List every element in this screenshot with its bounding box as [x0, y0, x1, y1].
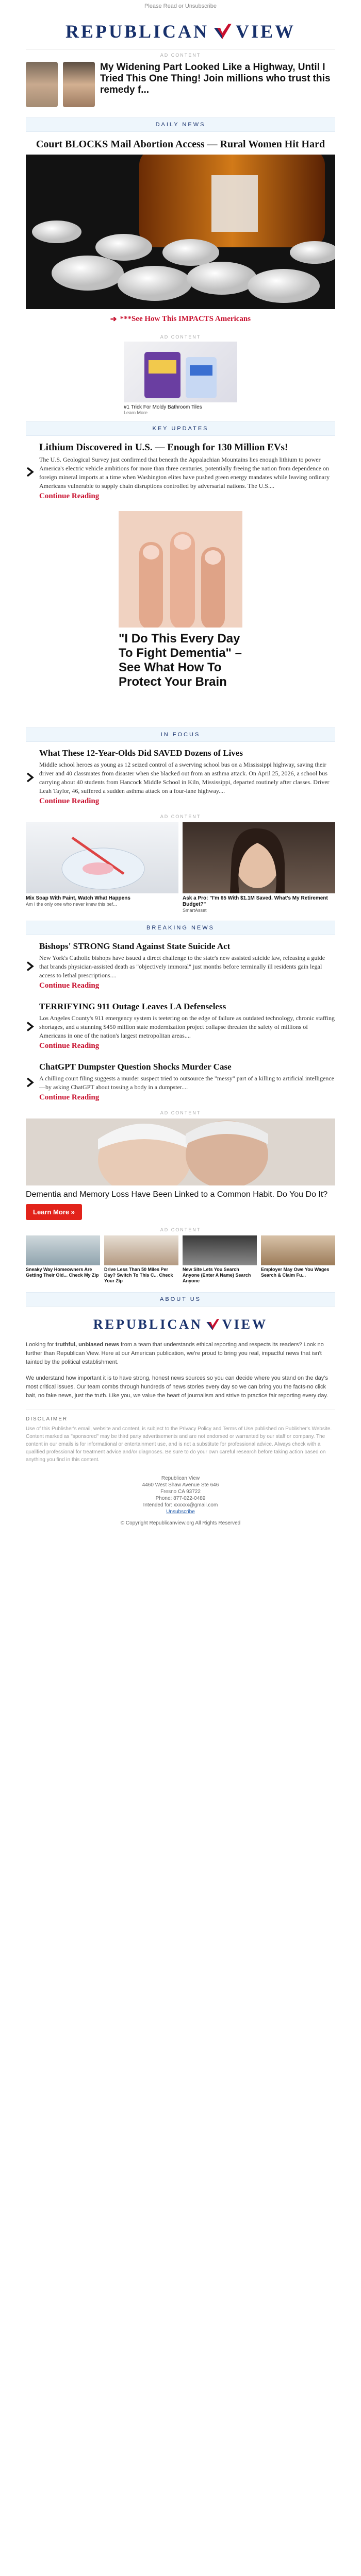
unsubscribe-link-footer[interactable]: Unsubscribe	[166, 1509, 195, 1515]
ad-product-image	[124, 342, 237, 402]
story-title[interactable]: What These 12-Year-Olds Did SAVED Dozens of Lives	[39, 748, 243, 758]
ad-soap-image	[26, 822, 178, 893]
brand-word-1: REPUBLICAN	[93, 1317, 203, 1332]
disclaimer-heading: DISCLAIMER	[26, 1416, 68, 1422]
ad-moldy-tiles[interactable]	[124, 342, 237, 419]
ad-house-image	[26, 1235, 100, 1265]
ad-pair	[26, 821, 335, 919]
footer-city: Fresno CA 93722	[160, 1489, 201, 1495]
ad-retirement[interactable]	[183, 822, 335, 913]
ad-memory-loss[interactable]	[26, 1117, 335, 1224]
ad-dementia-fingers[interactable]	[119, 511, 242, 689]
lead-cta-text: ***See How This IMPACTS Americans	[120, 315, 251, 323]
ad-title: Employer May Owe You Wages Search & Claim Fu...	[261, 1267, 330, 1278]
ad-homeowners[interactable]	[26, 1235, 100, 1284]
story-title[interactable]: Lithium Discovered in U.S. — Enough for 130 Million EVs!	[39, 442, 288, 453]
email-body	[26, 0, 335, 1529]
ad-title: Drive Less Than 50 Miles Per Day? Switch To This C... Check Your Zip	[104, 1267, 173, 1283]
chevron-right-icon	[26, 1002, 34, 1050]
lead-image-pills[interactable]	[26, 155, 335, 309]
story-lithium	[26, 436, 335, 506]
story-body: New York's Catholic bishops have issued a direct challenge to the state's new assisted suicide law, releasing a guide that brands physician-assisted death as "objectively immoral" just months before terminally ill residents gain legal access to lethal prescriptions....	[39, 954, 325, 979]
story-body: The U.S. Geological Survey just confirmed that beneath the Appalachian Mountains lies enough lithium to power America's electric vehicle ambitions for more than three centuries, potentially freeing the nation from dependence on foreign mineral imports at a time when Washington elites have pushed green energy mandates while leaving ordinary Americans vulnerable to supply chain disruptions controlled by adversarial nations. The U.S....	[39, 456, 330, 489]
ad-headline: My Widening Part Looked Like a Highway, Until I Tried This One Thing! Join millions who trust this remedy f...	[100, 62, 331, 95]
spacer	[26, 697, 335, 725]
continue-reading-link[interactable]: Continue Reading	[39, 981, 100, 990]
ad-learn-more[interactable]: Learn More	[124, 410, 148, 415]
story-bus-heroes	[26, 742, 335, 811]
about-paragraph-2: We understand how important it is to have strong, honest news sources so you can decide where you stand on the day's most critical issues. Our team combs through hundreds of news stories every day so we can bring you the facts-no click bait, no fake news, just the truth. Like you, we value the heart of journalism and strive to practice fair reporting every day.	[26, 1375, 329, 1399]
ad-fingers-image	[119, 511, 242, 628]
checkmark-logo-icon	[206, 1318, 219, 1331]
story-title[interactable]: ChatGPT Dumpster Question Shocks Murder Case	[39, 1062, 232, 1072]
ad-row-four	[26, 1234, 335, 1290]
story-body: Los Angeles County's 911 emergency system is teetering on the edge of failure as outdated technology, chronic staffing shortages, and a stunning $450 million state modernization project collapse threaten the safety of millions of Americans in one of the nation's largest metropolitan areas....	[39, 1014, 335, 1039]
chevron-right-icon	[26, 1062, 34, 1102]
story-chatgpt	[26, 1056, 335, 1107]
arrow-right-icon: ➔	[110, 315, 117, 324]
ad-employer-wages[interactable]	[261, 1235, 335, 1284]
chevron-right-icon	[26, 442, 34, 501]
unsubscribe-link-top[interactable]: Unsubscribe	[185, 3, 217, 9]
ad-photo-before	[26, 62, 58, 107]
chevron-right-icon	[26, 941, 34, 990]
ad-subtitle: Am I the only one who never knew this bef...	[26, 902, 117, 907]
footer-street: 4460 West Shaw Avenue Ste 646	[142, 1482, 219, 1488]
footer-phone: Phone: 877-022-0489	[155, 1496, 206, 1501]
section-header-key-updates: KEY UPDATES	[26, 421, 335, 436]
ad-driver-image	[104, 1235, 178, 1265]
about-paragraph-1: Looking for truthful, unbiased news from a team that understands ethical reporting and respects its readers? Look no further than Republican View. Here at our American publication, we're proud to bring you real, impactful news that isn't tainted by the political establishment.	[26, 1342, 324, 1365]
ad-soap-paint[interactable]	[26, 822, 178, 913]
lead-headline[interactable]: Court BLOCKS Mail Abortion Access — Rural Women Hit Hard	[36, 139, 325, 150]
ad-title: Mix Soap With Paint, Watch What Happens	[26, 895, 130, 901]
ad-woman-portrait	[183, 822, 335, 893]
preheader-text: Please Read or	[144, 3, 184, 9]
brand-word-2: VIEW	[222, 1317, 268, 1332]
disclaimer-text: Use of this Publisher's email, website and content, is subject to the Privacy Policy and Terms of Use published on Publisher's Website. Content marked as "sponsored" may be third party advertisements and are not endorsed or warranted by our staff or company. The content in our emails is for informational or entertainment use, and is not a substitute for professional advice. Always check with a qualified professional for treatment advice and/or diagnoses. Be sure to do your own careful research before taking action based on anything you find in this content.	[26, 1426, 332, 1463]
story-911-outage	[26, 995, 335, 1056]
story-body: Middle school heroes as young as 12 seized control of a swerving school bus on a Mississippi highway, saving their driver and 40 classmates from disaster when she blacked out from an asthma attack. On April 25, 2026, a school bus carrying about 40 students from Hancock Middle School in Kiln, Mississippi, departed routinely after classes. Driver Leah Taylor, 46, suffered a sudden asthma attack on a four-lane highway....	[39, 761, 330, 794]
continue-reading-link[interactable]: Continue Reading	[39, 492, 100, 500]
story-body: A chilling court filing suggests a murder suspect tried to outsource the "messy" part of a killing to artificial intelligence—by asking ChatGPT about tossing a body in a dumpster....	[39, 1075, 334, 1091]
ad-title: Sneaky Way Homeowners Are Getting Their Old... Check My Zip	[26, 1267, 99, 1278]
ad-label: AD CONTENT	[160, 334, 201, 340]
footer-company: Republican View	[161, 1476, 200, 1481]
brand-logo[interactable]	[26, 13, 335, 49]
section-header-breaking-news: BREAKING NEWS	[26, 921, 335, 935]
ad-hair-remedy[interactable]	[26, 60, 335, 115]
learn-more-button[interactable]: Learn More »	[26, 1204, 82, 1220]
ad-title: New Site Lets You Search Anyone (Enter A Name) Search Anyone	[183, 1267, 251, 1283]
about-section	[26, 1307, 335, 1410]
ad-subtitle: SmartAsset	[183, 908, 207, 913]
ad-title: Ask a Pro: "I'm 65 With $1.1M Saved. What's My Retirement Budget?"	[183, 895, 328, 907]
footer-address	[26, 1468, 335, 1520]
ad-headline: "I Do This Every Day To Fight Dementia" – See What How To Protect Your Brain	[119, 632, 242, 689]
ad-search-anyone[interactable]	[183, 1235, 257, 1284]
section-header-about-us: ABOUT US	[26, 1292, 335, 1307]
ad-search-image	[183, 1235, 257, 1265]
ad-label: AD CONTENT	[160, 1110, 201, 1115]
brand-word-2: VIEW	[236, 21, 296, 42]
preheader	[26, 0, 335, 13]
chevron-right-icon	[26, 748, 34, 806]
story-title[interactable]: TERRIFYING 911 Outage Leaves LA Defenseless	[39, 1002, 226, 1011]
ad-title: #1 Trick For Moldy Bathroom Tiles	[124, 404, 202, 410]
continue-reading-link[interactable]: Continue Reading	[39, 1042, 100, 1050]
disclaimer	[26, 1410, 335, 1468]
section-header-in-focus: IN FOCUS	[26, 727, 335, 742]
ad-couple-image	[26, 1118, 335, 1185]
footer-recipient: Intended for: xxxxxx@gmail.com	[143, 1502, 218, 1508]
ad-label: AD CONTENT	[160, 53, 201, 58]
lead-cta-link[interactable]	[26, 309, 335, 331]
story-title[interactable]: Bishops' STRONG Stand Against State Suicide Act	[39, 941, 231, 951]
brand-logo-footer[interactable]	[26, 1314, 335, 1335]
pills-image	[26, 155, 335, 309]
continue-reading-link[interactable]: Continue Reading	[39, 797, 100, 805]
copyright: © Copyright Republicanview.org All Rights Reserved	[120, 1520, 241, 1526]
ad-photo-after	[63, 62, 95, 107]
ad-headline: Dementia and Memory Loss Have Been Linked to a Common Habit. Do You Do It?	[26, 1190, 328, 1199]
brand-word-1: REPUBLICAN	[65, 21, 209, 42]
section-header-daily-news: DAILY NEWS	[26, 117, 335, 132]
checkmark-logo-icon	[213, 23, 232, 40]
story-bishops	[26, 935, 335, 995]
ad-worker-image	[261, 1235, 335, 1265]
ad-label: AD CONTENT	[160, 814, 201, 819]
ad-label: AD CONTENT	[160, 1227, 201, 1232]
continue-reading-link[interactable]: Continue Reading	[39, 1093, 100, 1101]
ad-drive-less[interactable]	[104, 1235, 178, 1284]
